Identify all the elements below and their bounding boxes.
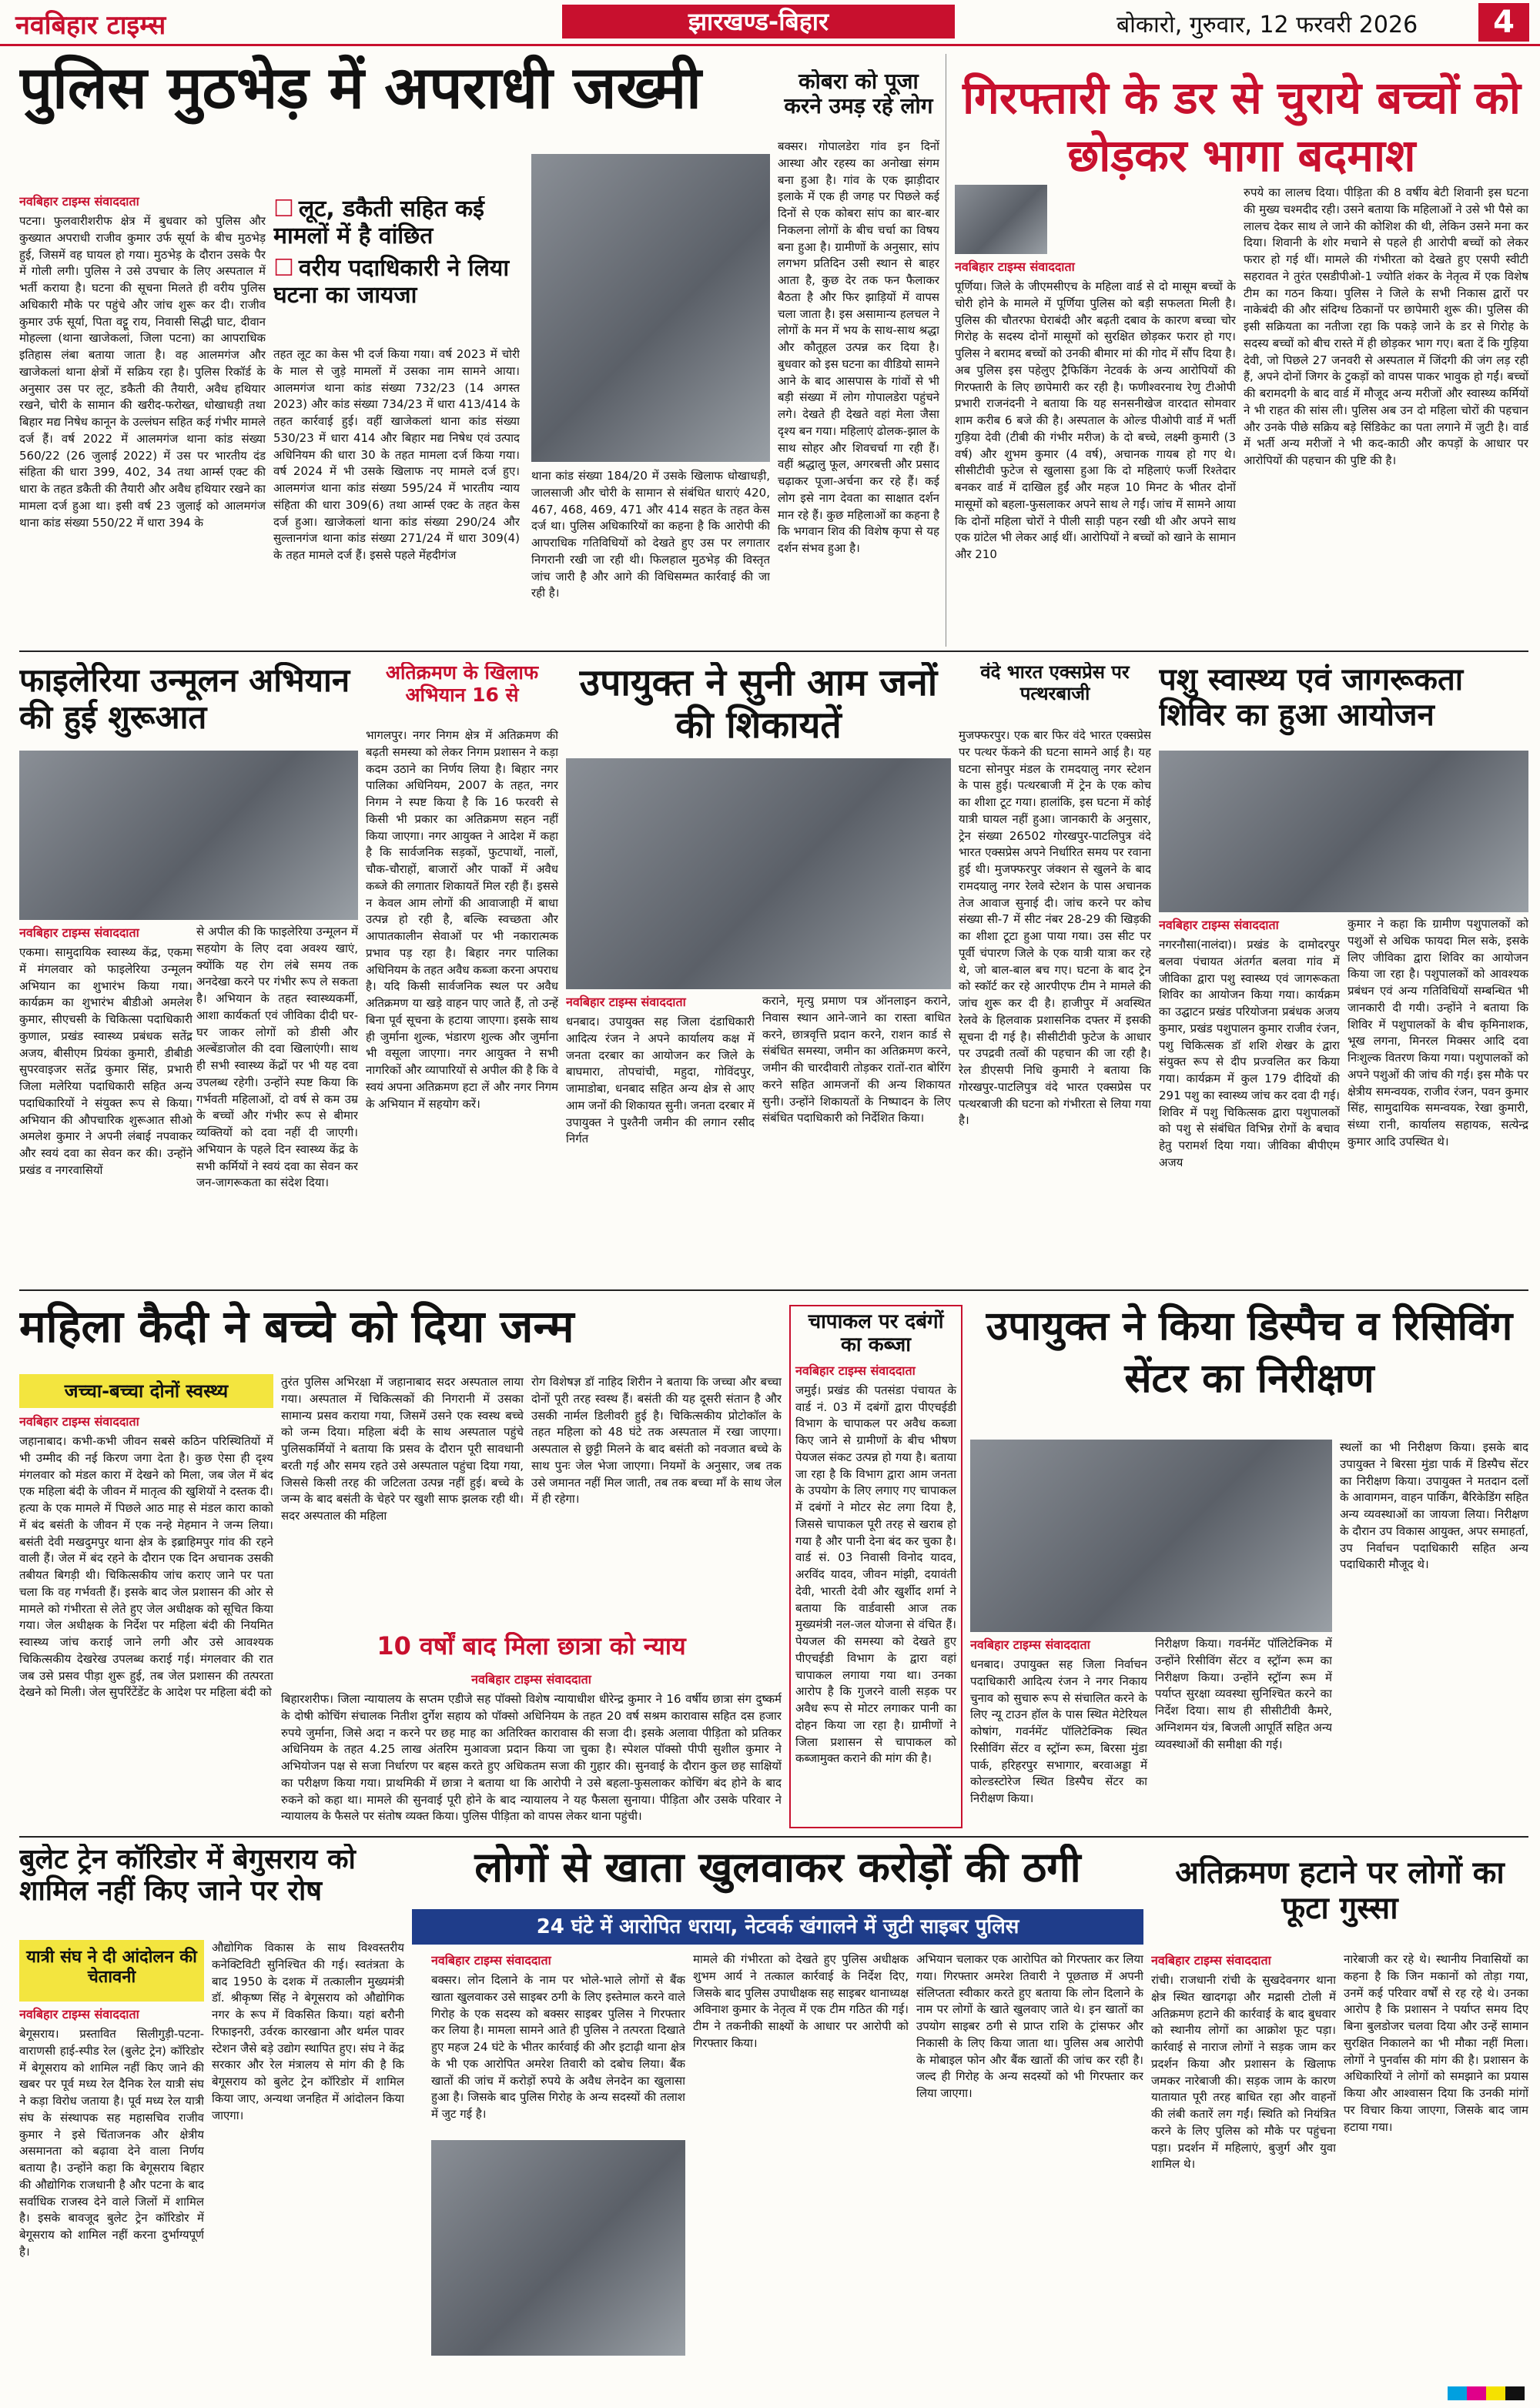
headline: चापाकल पर दबंगों का कब्जा — [808, 1310, 944, 1356]
headline: कोबरा को पूजा करने उमड़ रहे लोग — [784, 69, 933, 119]
headline: उपायुक्त ने सुनी आम जनों की शिकायतें — [579, 662, 938, 747]
article-body: कुमार ने कहा कि ग्रामीण पशुपालकों को पशुओं से अधिक फायदा मिल सके, इसके लिए जीविका द्वारा शिविर का आयोजन किया जा रहा है। पशुपालकों को आवश्यक प्रबंधन एवं अन्य गतिविधियों सम्बन्धित भी जानकारी दी गयी। उन्होंने ने बताया कि शिविर में पशुपालकों के बीच कृमिनाशक, भूख लगना, मिनरल मिक्सर आदि दवा निःशुल्क वितरण किया गया। पशुपालकों को अपने पशुओं की जांच की गई। इस मौके पर क्षेत्रीय समन्वयक, राजीव रंजन, पवन कुमार सिंह, सामुदायिक समन्वयक, रेखा कुमारी, संध्या रानी, कार्यालय सहायक, सत्येन्द्र कुमार आदि उपस्थित थे। — [1348, 917, 1528, 1149]
article-body: रांची। राजधानी रांची के सुखदेवनगर थाना क्षेत्र स्थित खादगढ़ा और मद्रासी टोली में अतिक्रमण हटाने की कार्रवाई के बाद बुधवार को स्थानीय लोगों का आक्रोश फूट पड़ा। कार्रवाई से नाराज लोगों ने सड़क जाम कर प्रदर्शन किया और प्रशासन के खिलाफ जमकर नारेबाजी की। सड़क जाम के कारण यातायात पूरी तरह बाधित रहा और वाहनों की लंबी कतारें लग गईं। स्थिति को नियंत्रित करने के लिए पुलिस को मौके पर पहुंचना पड़ा। प्रदर्शन में महिलाएं, बुजुर्ग और युवा शामिल थे। — [1151, 1973, 1336, 2172]
article-body: से अपील की कि फाइलेरिया उन्मूलन में सहयोग के लिए दवा अवश्य खाएं, क्योंकि यह रोग लंबे समय तक अनदेखा करने पर गंभीर रूप ले सकता है। अभियान के तहत स्वास्थ्यकर्मी, आशा कार्यकर्ता एवं जीविका दीदी घर-घर जाकर लोगों को डीसी और अल्बेंडाजोल की दवा खिलाएंगी। साथ ही सभी स्वास्थ्य केंद्रों पर भी यह दवा उपलब्ध रहेगी। उन्होंने स्पष्ट किया कि गर्भवती महिलाओं, दो वर्ष से कम उम्र के बच्चों और गंभीर रूप से बीमार व्यक्तियों को दवा नहीं दी जाएगी। अभियान के पहले दिन स्वास्थ्य केंद्र के सभी कर्मियों ने स्वयं दवा का सेवन कर जन-जागरूकता का संदेश दिया। — [196, 925, 358, 1190]
article-body: बेगूसराय। प्रस्तावित सिलीगुड़ी-पटना-वाराणसी हाई-स्पीड रेल (बुलेट ट्रेन) कॉरिडोर में बेगूसराय को शामिल नहीं किए जाने की खबर पर पूर्व मध्य रेल दैनिक रेल यात्री संघ ने कड़ा विरोध जताया है। पूर्व मध्य रेल यात्री संघ के संस्थापक सह महासचिव राजीव कुमार ने इसे चिंताजनक और क्षेत्रीय असमानता को बढ़ावा देने वाला निर्णय बताया है। उन्होंने कहा कि बेगूसराय बिहार की औद्योगिक राजधानी है और पटना के बाद सर्वाधिक राजस्व देने वाले जिलों में शामिल है। इसके बावजूद बुलेट ट्रेन कॉरिडोर में बेगूसराय को शामिल नहीं करना दुर्भाग्यपूर्ण है। — [19, 2027, 204, 2259]
headline: अतिक्रमण हटाने पर लोगों का फूटा गुस्सा — [1175, 1855, 1505, 1926]
article-filaria-headline-box — [19, 662, 358, 747]
article-dispatch-col1 — [970, 1636, 1147, 1828]
article-body: औद्योगिक विकास के साथ विश्वस्तरीय कनेक्टिविटी सुनिश्चित की गई। स्वतंत्रता के बाद 1950 के दशक में तत्कालीन मुख्यमंत्री डॉ. श्रीकृष्ण सिंह ने बेगूसराय को औद्योगिक नगर के रूप में विकसित किया। यहां बरौनी रिफाइनरी, उर्वरक कारखाना और थर्मल पावर स्टेशन जैसे बड़े उद्योग स्थापित हुए। संघ ने केंद्र सरकार और रेल मंत्रालय से मांग की है कि बेगूसराय को बुलेट ट्रेन कॉरिडोर में शामिल किया जाए, अन्यथा जनहित में आंदोलन किया जाएगा। — [212, 1941, 404, 2122]
article-encounter-col3 — [531, 468, 770, 645]
article-body: जमुई। प्रखंड की पतसंडा पंचायत के वार्ड नं. 03 में दबंगों द्वारा पीएचईडी विभाग के चापाकल पर अवैध कब्जा किए जाने से ग्रामीणों के बीच भीषण पेयजल संकट उत्पन्न हो गया है। बताया जा रहा है कि विभाग द्वारा आम जनता के उपयोग के लिए लगाए गए चापाकल में दबंगों ने मोटर सेट लगा दिया है, जिससे चापाकल पूरी तरह से खराब हो गया है और पानी देना बंद कर चुका है। वार्ड सं. 03 निवासी विनोद यादव, अरविंद यादव, जीवन मांझी, दयावंती देवी, भारती देवी और खुर्शीद शर्मा ने बताया कि वार्डवासी आज तक मुख्यमंत्री नल-जल योजना से वंचित हैं। पेयजल की समस्या को देखते हुए पीएचईडी विभाग के द्वारा वहां चापाकल लगाया गया था। उनका आरोप है कि गुजरने वाली सड़क पर अवैध रूप से मोटर लगाकर पानी का दोहन किया जा रहा है। ग्रामीणों ने जिला प्रशासन से चापाकल को कब्जामुक्त कराने की मांग की है। — [795, 1383, 956, 1766]
article-filaria-col1 — [19, 924, 192, 1286]
headline: 10 वर्षों बाद मिला छात्रा को न्याय — [377, 1632, 686, 1661]
article-prisoner-col1 — [19, 1413, 273, 1828]
article-body: निरीक्षण किया। गवर्नमेंट पॉलिटेक्निक में उन्होंने रिसीविंग सेंटर व स्ट्रॉन्ग रूम का निरीक्षण किया। उन्होंने स्ट्रॉन्ग रूम में पर्याप्त सुरक्षा व्यवस्था सुनिश्चित करने का निर्देश दिया। साथ ही सीसीटीवी कैमरे, अग्निशमन यंत्र, बिजली आपूर्ति सहित अन्य व्यवस्थाओं की समीक्षा की गई। — [1155, 1637, 1332, 1751]
article-body: नगरनौसा(नालंदा)। प्रखंड के दामोदरपुर बलवा पंचायत अंतर्गत बलवा गांव में जीविका द्वारा पशु स्वास्थ्य एवं जागरूकता शिविर का आयोजन किया गया। कार्यक्रम का उद्घाटन प्रखंड परियोजना प्रबंधक अजय कुमार, प्रखंड पशुपालन कुमार राजीव रंजन, पशु चिकित्सक डॉ शशि शेखर के द्वारा संयुक्त रूप से दीप प्रज्वलित कर किया गया। कार्यक्रम में कुल 179 दीदियों की 291 पशु का स्वास्थ्य जांच कर दवा दी गई। शिविर में पशु चिकित्सक द्वारा पशुपालकों को पशु से संबंधित विभिन्न रोगों के बचाव हेतु परामर्श दिया गया। जीविका बीपीएम अजय — [1159, 938, 1340, 1169]
tag-label: जच्चा-बच्चा दोनों स्वस्थ्य — [19, 1374, 273, 1408]
article-body: बिहारशरीफ। जिला न्यायालय के सप्तम एडीजे सह पॉक्सो विशेष न्यायाधीश धीरेन्द्र कुमार ने 16 वर्षीय छात्रा संग दुष्कर्म के दोषी कोचिंग संचालक नितीश दुर्गेश सहाय को पॉक्सो अधिनियम के तहत 20 वर्ष सश्रम कारावास सहित दस हजार रुपये जुर्माना, जिसे अदा न करने पर छह माह का अतिरिक्त कारावास की सजा दी। इसके अलावा पीड़िता को प्रतिकर अधिनियम के तहत 4.25 लाख अंतरिम मुआवजा प्रदान किया जा चुका है। स्पेशल पॉक्सो पीपी सुशील कुमार ने अभियोजन पक्ष से सजा निर्धारण पर बहस करते हुए अधिकतम सजा की गुहार की। सुनवाई के दौरान कुल छह साक्षियों का परीक्षण किया गया। प्राथमिकी में छात्रा ने बताया था कि आरोपी ने उसे बहला-फुसलाकर कोचिंग बंद होने के बाद रुकने को कहा था। मामले की सुनवाई पूरी होने के बाद न्यायालय ने यह फैसला सुनाया। पीड़िता और उसके परिवार ने न्यायालय के फैसले पर संतोष व्यक्त किया। पुलिस पीड़िता को वापस लेकर थाना पहुंची। — [281, 1692, 782, 1824]
article-fraud-headline-box — [412, 1844, 1143, 1905]
subheading: ☐ लूट, डकैती सहित कई मामलों में है वांछित — [273, 196, 520, 249]
article-body: बक्सर। गोपालडेरा गांव इन दिनों आस्था और रहस्य का अनोखा संगम बना हुआ है। गांव के एक झाड़ीदार इलाके में एक ही जगह पर पिछले कई दिनों से एक कोबरा सांप का बार-बार निकलना लोगों के बीच चर्चा का विषय बना हुआ है। ग्रामीणों के अनुसार, सांप लगभग प्रतिदिन उसी स्थान से बाहर आता है, कुछ देर तक फन फैलाकर बैठता है और फिर झाड़ियों में वापस चला जाता है। इस असामान्य हलचल ने लोगों के मन में भय के साथ-साथ श्रद्धा और कौतूहल उत्पन्न कर दिया है। बुधवार को इस घटना का वीडियो सामने आने के बाद आसपास के गांवों से भी बड़ी संख्या में लोग गोपालडेरा पहुंचने लगे। देखते ही देखते वहां मेला जैसा दृश्य बन गया। महिलाएं ढोलक-झाल के साथ सोहर और शिवचर्चा गा रही हैं। वहीं श्रद्धालु फूल, अगरबत्ती और प्रसाद चढ़ाकर पूजा-अर्चना कर रहे हैं। कई लोग इसे नाग देवता का साक्षात दर्शन मान रहे हैं। कुछ महिलाओं का कहना है कि भगवान शिव की विशेष कृपा से यह दर्शन संभव हुआ है। — [778, 139, 939, 555]
headline: पुलिस मुठभेड़ में अपराधी जख्मी — [19, 54, 701, 122]
article-bullettrain-col2 — [212, 1940, 404, 2360]
article-justice-body — [281, 1671, 782, 1828]
article-bullettrain-col1 — [19, 2005, 204, 2360]
article-body: एकमा। सामुदायिक स्वास्थ्य केंद्र, एकमा में मंगलवार को फाइलेरिया उन्मूलन अभियान का शुभारंभ किया गया। कार्यक्रम का शुभारंभ बीडीओ अमलेश कुमार, सीएचसी के चिकित्सा पदाधिकारी कुणाल, प्रखंड स्वास्थ्य प्रबंधक सतेंद्र अजय, बीसीएम प्रियंका कुमारी, डीबीडी सुपरवाइजर सतेंद्र कुमार सिंह, प्रभारी जिला मलेरिया पदाधिकारी सहित अन्य पदाधिकारियों ने संयुक्त रूप से किया। अभियान की औपचारिक शुरूआत सीओ अमलेश कुमार ने अपनी लंबाई नपवाकर और स्वयं दवा का सेवन कर की। उन्होंने प्रखंड व नगरवासियों — [19, 945, 192, 1177]
newspaper-name: नवबिहार टाइम्स — [15, 10, 166, 41]
article-campaign-headline-box — [366, 662, 558, 724]
row-divider — [19, 1289, 1528, 1291]
article-animal-headline-box — [1159, 662, 1528, 747]
article-body: रोग विशेषज्ञ डॉ नाहिद शिरीन ने बताया कि जच्चा और बच्चा दोनों पूरी तरह स्वस्थ हैं। बसंती की यह दूसरी संतान है और उसकी नार्मल डिलीवरी हुई है। चिकित्सकीय प्रोटोकॉल के तहत महिला को 48 घंटे तक अस्पताल में रखा जाएगा। अस्पताल से छुट्टी मिलने के बाद बसंती को नवजात बच्चे के साथ पुनः जेल भेजा जाएगा। नियमों के अनुसार, जब तक उसे जमानत नहीं मिल जाती, तब तक बच्चा माँ के साथ जेल में ही रहेगा। — [531, 1375, 782, 1507]
article-body: थाना कांड संख्या 184/20 में उसके खिलाफ धोखाधड़ी, जालसाजी और चोरी के सामान से संबंधित धाराएं 420, 467, 468, 469, 471 और 414 सहत के तहत केस दर्ज था। पुलिस अधिकारियों का कहना है कि आरोपी की आपराधिक गतिविधियों को देखते हुए उस पर लगातार निगरानी रखी जा रही थी। फिलहाल मुठभेड़ की विस्तृत जांच जारी है और आगे की विधिसम्मत कार्रवाई की जा रही है। — [531, 469, 770, 600]
byline: नवबिहार टाइम्स संवाददाता — [1151, 1953, 1271, 1968]
filaria-photo — [19, 751, 358, 920]
article-prisoner-col3 — [531, 1374, 782, 1628]
page-number: 4 — [1478, 3, 1529, 42]
article-bullettrain-headline-box — [19, 1844, 404, 1936]
masthead — [0, 0, 1540, 46]
byline: नवबिहार टाइम्स संवाददाता — [431, 1953, 551, 1968]
headline: फाइलेरिया उन्मूलन अभियान की हुई शुरूआत — [19, 662, 350, 737]
article-encounter-col1 — [19, 192, 266, 647]
byline: नवबिहार टाइम्स संवाददाता — [970, 1637, 1090, 1652]
subheading-banner: 24 घंटे में आरोपित धराया, नेटवर्क खंगालने में जुटी साइबर पुलिस — [412, 1909, 1143, 1945]
article-body: अभियान चलाकर एक आरोपित को गिरफ्तार कर लिया गया। गिरफ्तार अमरेश तिवारी ने पूछताछ में अपनी संलिप्तता स्वीकार करते हुए बताया कि लोन दिलाने के नाम पर लोगों के खाते खुलवाए जाते थे। इन खातों का उपयोग साइबर ठगी से प्राप्त राशि के ट्रांसफर और निकासी के लिए किया जाता था। पुलिस अब आरोपी के मोबाइल फोन और बैंक खातों की जांच कर रही है। जल्द ही गिरोह के अन्य सदस्यों को भी गिरफ्तार कर लिया जाएगा। — [916, 1952, 1143, 2100]
article-encounter-headline-box — [19, 54, 770, 169]
headline: बुलेट ट्रेन कॉरिडोर में बेगुसराय को शामिल नहीं किए जाने पर रोष — [19, 1844, 356, 1908]
headline: गिरफ्तारी के डर से चुराये बच्चों को छोड़कर भागा बदमाश — [962, 72, 1521, 182]
article-vandebharat-headline-box — [959, 662, 1151, 724]
article-fraud-col3 — [916, 1951, 1143, 2356]
handcuffs-photo — [431, 2140, 685, 2356]
article-body: पटना। फुलवारीशरीफ क्षेत्र में बुधवार को पुलिस और कुख्यात अपराधी राजीव कुमार उर्फ सूर्या के बीच मुठभेड़ हुई, जिसमें वह घायल हो गया। मुठभेड़ के दौरान उसके पैर में गोली लगी। पुलिस ने उसे उपचार के लिए अस्पताल में भर्ती कराया है। घटना की सूचना मिलते ही वरीय पुलिस अधिकारी मौके पर पहुंचे और जांच शुरू कर दी। राजीव कुमार उर्फ सूर्या, पिता वट्टू राय, निवासी सिद्धी घाट, दीवान मोहल्ला (थाना खाजेकलां, जिला पटना) का आपराधिक इतिहास लंबा बताया जाता है। वह आलमगंज और खाजेकलां थाना क्षेत्रों में सक्रिय रहा है। पुलिस रिकॉर्ड के अनुसार उस पर लूट, डकैती की तैयारी, अवैध हथियार रखने, चोरी के सामान की खरीद-फरोख्त, धोखाधड़ी तथा बिहार मद्य निषेध कानून के उल्लंघन सहित कई गंभीर मामले दर्ज हैं। वर्ष 2022 में आलमगंज थाना कांड संख्या 560/22 (26 जुलाई 2022) में उस पर भारतीय दंड संहिता की धारा 399, 402, 34 तथा आर्म्स एक्ट की धारा के तहत डकैती की तैयारी और अवैध हथियार रखने का मामला दर्ज हुआ था। इसी वर्ष 23 जुलाई को आलमगंज थाना कांड संख्या 550/22 में धारा 394 के — [19, 214, 266, 530]
article-grievance-col1 — [566, 993, 755, 1286]
article-children-col2 — [1244, 185, 1528, 647]
section-title: झारखण्ड-बिहार — [562, 5, 955, 38]
byline: नवबिहार टाइम्स संवाददाता — [1159, 918, 1279, 932]
article-prisoner-headline-box — [19, 1301, 782, 1363]
article-filaria-col2 — [196, 924, 358, 1286]
dispatch-photo — [970, 1440, 1332, 1632]
article-body: धनबाद। उपायुक्त सह जिला दंडाधिकारी आदित्य रंजन ने अपने कार्यालय कक्ष में जनता दरबार का आयोजन कर जिले के बाघमारा, तोपचांची, महुदा, गोविंदपुर, जामाडोबा, धनबाद सहित अन्य क्षेत्र से आए आम जनों की शिकायत सुनी। जनता दरबार में उपायुक्त ने पुश्तैनी जमीन की लगान रसीद निर्गत — [566, 1015, 755, 1146]
article-body: मुजफ्फरपुर। एक बार फिर वंदे भारत एक्सप्रेस पर पत्थर फेंकने की घटना सामने आई है। यह घटना सोनपुर मंडल के रामदयालु नगर स्टेशन के पास हुई। पत्थरबाजी में ट्रेन के एक कोच का शीशा टूट गया। हालांकि, इस घटना में कोई यात्री घायल नहीं हुआ। जानकारी के अनुसार, ट्रेन संख्या 26502 गोरखपुर-पाटलिपुत्र वंदे भारत एक्सप्रेस अपने निर्धारित समय पर रवाना हुई थी। मुजफ्फरपुर जंक्शन से खुलने के बाद रामदयालु नगर रेलवे स्टेशन के पास अचानक तेज आवाज सुनाई दी। जांच करने पर कोच संख्या सी-7 में सीट नंबर 28-29 की खिड़की का शीशा टूटा हुआ पाया गया। उस सीट पर पूर्वी चंपारण जिले के एक यात्री यात्रा कर रहे थे, जो बाल-बाल बच गए। घटना के बाद ट्रेन को स्कॉर्ट कर रहे आरपीएफ टीम ने मामले की जांच शुरू कर दी है। हाजीपुर में अवस्थित रेलवे के हिलवाक प्रशासनिक दफ्तर में इसकी सूचना दी गई है। सीसीटीवी फुटेज के आधार पर उपद्रवी तत्वों की पहचान की जा रही है। रेल डीएसपी निधि कुमारी ने बताया कि गोरखपुर-पाटलिपुत्र वंदे भारत एक्सप्रेस पर पत्थरबाजी की घटना को गंभीरता से लिया गया है। — [959, 728, 1151, 1128]
article-body: बक्सर। लोन दिलाने के नाम पर भोले-भाले लोगों से बैंक खाता खुलवाकर उसे साइबर ठगी के लिए इस्तेमाल करने वाले गिरोह के एक सदस्य को बक्सर साइबर पुलिस ने गिरफ्तार कर लिया है। मामला सामने आते ही पुलिस ने तत्परता दिखाते हुए महज 24 घंटे के भीतर कार्रवाई की और इटाढ़ी थाना क्षेत्र के भी एक आरोपित अमरेश तिवारी को दबोच लिया। बैंक खातों की जांच में करोड़ों रुपये के अवैध लेनदेन का खुलासा हुआ है। जिसके बाद पुलिस गिरोह के अन्य सदस्यों की तलाश में जुट गई है। — [431, 1973, 685, 2122]
article-body: पूर्णिया। जिले के जीएमसीएच के महिला वार्ड से दो मासूम बच्चों के चोरी होने के मामले में पूर्णिया पुलिस को बड़ी सफलता मिली है। पुलिस की चौतरफा घेराबंदी और बढ़ती दबाव के कारण बच्चा चोर गिरोह के सदस्य दोनों मासूमों को सुरक्षित छोड़कर फरार हो गए। पुलिस ने बरामद बच्चों को उनकी बीमार मां की गोद में सौंप दिया है। अब पुलिस इस पहेलुए ट्रैफिकिंग नेटवर्क के अन्य आरोपियों की गिरफ्तारी के लिए छापेमारी कर रही है। फणीश्वरनाथ रेणु टीओपी प्रभारी राजनंदनी ने बताया कि यह सनसनीखेज वारदात सोमवार शाम करीब 6 बजे की है। अस्पताल के ओल्ड पीओपी वार्ड में भर्ती गुड़िया देवी (टीबी की गंभीर मरीज) के दो बच्चे, लक्ष्मी कुमारी (3 वर्ष) और शुभम कुमार (4 वर्ष), अचानक गायब हो गए थे। सीसीटीवी फुटेज से खुलासा हुआ कि दो महिलाएं फर्जी रिश्तेदार बनकर वार्ड में दाखिल हुईं और महज 10 मिनट के भीतर दोनों मासूमों को बहला-फुसलाकर अपने साथ ले गईं। जांच में सामने आया कि दोनों महिला चोरों ने पीली साड़ी पहन रखी थी और अपने साथ एक ग्रांटेल भी लेकर आई थीं। आरोपियों ने बच्चों को खाने के सामान और 210 — [955, 279, 1236, 562]
byline: नवबिहार टाइम्स संवाददाता — [19, 1414, 139, 1429]
article-dispatch-col3 — [1340, 1440, 1528, 1828]
issue-date: बोकारो, गुरुवार, 12 फरवरी 2026 — [1116, 12, 1418, 38]
article-anger-headline-box — [1151, 1855, 1528, 1948]
headline: वंदे भारत एक्सप्रेस पर पत्थरबाजी — [980, 662, 1130, 704]
encounter-photo — [531, 154, 770, 462]
article-body: भागलपुर। नगर निगम क्षेत्र में अतिक्रमण की बढ़ती समस्या को लेकर निगम प्रशासन ने कड़ा कदम उठाने का निर्णय लिया है। बिहार नगर पालिका अधिनियम, 2007 के तहत, नगर निगम ने स्पष्ट किया है कि 16 फरवरी से किसी भी प्रकार का अतिक्रमण सहन नहीं किया जाएगा। नगर आयुक्त ने आदेश में कहा है कि सार्वजनिक सड़कों, फुटपाथों, नालों, चौक-चौराहों, बाजारों और पार्कों में अवैध कब्जे की लगातार शिकायतें मिल रही हैं। इससे न केवल आम लोगों की आवाजाही में बाधा उत्पन्न हो रही है, बल्कि स्वच्छता और आपातकालीन सेवाओं पर भी नकारात्मक प्रभाव पड़ रहा है। बिहार नगर पालिका अधिनियम के तहत अवैध कब्जा करना अपराध है। यदि किसी सार्वजनिक स्थल पर अवैध अतिक्रमण या खड़े वाहन पाए जाते हैं, तो उन्हें बिना पूर्व सूचना के हटाया जाएगा। इसके साथ ही जुर्माना शुल्क, भंडारण शुल्क और जुर्माना भी वसूला जाएगा। नगर आयुक्त ने सभी नागरिकों और व्यापारियों से अपील की है कि वे स्वयं अपना अतिक्रमण हटा लें और नगर निगम के अभियान में सहयोग करें। — [366, 728, 558, 1111]
article-body: कराने, मृत्यु प्रमाण पत्र ऑनलाइन कराने, निवास स्थान आने-जाने का रास्ता बाधित करने, छात्रवृत्ति प्रदान करने, राशन कार्ड से संबंधित समस्या, जमीन का अतिक्रमण करने, जमीन की चारदीवारी तोड़कर रातों-रात बोरिंग करने सहित आमजनों की अन्य शिकायत सुनी। उन्होंने शिकायतों के निष्पादन के लिए संबंधित पदाधिकारी को निर्देशित किया। — [762, 994, 951, 1125]
article-encounter-col2 — [273, 346, 520, 647]
article-body: तहत लूट का केस भी दर्ज किया गया। वर्ष 2023 में चोरी के माल से जुड़े मामलों में उसका नाम सामने आया। आलमगंज थाना कांड संख्या 732/23 (14 अगस्त 2023) और कांड संख्या 734/23 में धारा 413/414 के तहत कार्रवाई हुई। वहीं खाजेकलां थाना कांड संख्या 530/23 में धारा 414 और बिहार मद्य निषेध एवं उत्पाद अधिनियम की धारा 30 के तहत मामला दर्ज किया गया। वर्ष 2024 में भी उसके खिलाफ नए मामले दर्ज हुए। आलमगंज थाना कांड संख्या 595/24 में भारतीय न्याय संहिता की धारा 309(6) तथा आर्म्स एक्ट के तहत केस दर्ज हुआ। खाजेकलां थाना कांड संख्या 290/24 और सुल्तानगंज थाना कांड संख्या 271/24 में धारा 309(4) के तहत मामले दर्ज हैं। इससे पहले मेंहदीगंज — [273, 347, 520, 562]
article-fraud-col1 — [431, 1951, 685, 2136]
article-handpump-box — [789, 1305, 962, 1828]
row-divider — [19, 650, 1528, 652]
article-animal-col1 — [1159, 916, 1340, 1286]
tag-label: यात्री संघ ने दी आंदोलन की चेतावनी — [19, 1940, 204, 2002]
article-campaign-body — [366, 727, 558, 1286]
headline: अतिक्रमण के खिलाफ अभियान 16 से — [385, 662, 539, 706]
article-cobra-headline-box — [778, 69, 939, 139]
article-grievance-col2 — [762, 993, 951, 1286]
article-body: जहानाबाद। कभी-कभी जीवन सबसे कठिन परिस्थितियों में भी उम्मीद की नई किरण जगा देता है। कुछ ऐसा ही दृश्य मंगलवार को मंडल कारा में देखने को मिला, जब जेल में बंद एक महिला बंदी के जीवन में मातृत्व की खुशियों ने दस्तक दी। हत्या के एक मामले में पिछले आठ माह से मंडल कारा काको में बंद बसंती के जीवन में एक नन्हे मेहमान ने जन्म लिया। बसंती देवी मखदुमपुर थाना क्षेत्र के इब्राहिमपुर गांव की रहने वाली हैं। जेल में बंद रहने के दौरान एक दिन अचानक उसकी तबीयत बिगड़ी थी। चिकित्सकीय जांच कराए जाने पर पता चला कि वह गर्भवती हैं। इसके बाद जेल प्रशासन की ओर से मामले को गंभीरता से लेते हुए जेल अधीक्षक को सूचित किया गया। जेल अधीक्षक के निर्देश पर महिला बंदी की नियमित स्वास्थ्य जांच कराई जाने लगी और उसे आवश्यक चिकित्सकीय देखरेख उपलब्ध कराई गई। मंगलवार की रात जब उसे प्रसव पीड़ा शुरू हुई, तब जेल प्रशासन की तत्परता देखने को मिली। जेल सुपरिंटेंडेंट के आदेश पर महिला बंदी को — [19, 1434, 273, 1700]
animal-camp-photo — [1159, 751, 1528, 912]
registration-marks — [1448, 2386, 1525, 2400]
byline: नवबिहार टाइम्स संवाददाता — [795, 1363, 916, 1378]
article-prisoner-col2 — [281, 1374, 524, 1628]
article-anger-col1 — [1151, 1951, 1336, 2356]
article-animal-col2 — [1348, 916, 1528, 1286]
article-body: स्थलों का भी निरीक्षण किया। इसके बाद उपायुक्त ने बिरसा मुंडा पार्क में डिस्पैच सेंटर का निरीक्षण किया। उपायुक्त ने मतदान दलों के आवागमन, वाहन पार्किंग, बैरिकेडिंग सहित अन्य व्यवस्थाओं का जायजा लिया। निरीक्षण के दौरान उप विकास आयुक्त, अपर समाहर्ता, उप निर्वाचन पदाधिकारी सहित अन्य पदाधिकारी मौजूद थे। — [1340, 1440, 1528, 1572]
article-children-col1 — [955, 258, 1236, 647]
row-divider — [19, 1836, 1528, 1838]
subheading: ☐ वरीय पदाधिकारी ने लिया घटना का जायजा — [273, 256, 520, 309]
article-anger-col2 — [1344, 1951, 1528, 2356]
grievance-photo — [566, 758, 951, 989]
byline: नवबिहार टाइम्स संवाददाता — [955, 259, 1075, 274]
article-body: धनबाद। उपायुक्त सह जिला निर्वाचन पदाधिकारी आदित्य रंजन ने नगर निकाय चुनाव को सुचारु रूप से संचालित करने के लिए न्यू टाउन हॉल के पास स्थित मेटेरियल कोषांग, गवर्नमेंट पॉलिटेक्निक स्थित रिसीविंग सेंटर व स्ट्रॉन्ग रूम, बिरसा मुंडा पार्क, हरिहरपुर सभागार, बरवाअड्डा में कोल्डस्टोरेज स्थित डिस्पैच सेंटर का निरीक्षण किया। — [970, 1657, 1147, 1806]
article-dispatch-col2 — [1155, 1636, 1332, 1828]
headline: महिला कैदी ने बच्चे को दिया जन्म — [19, 1301, 574, 1353]
headline: लोगों से खाता खुलवाकर करोड़ों की ठगी — [474, 1844, 1081, 1891]
byline: नवबिहार टाइम्स संवाददाता — [471, 1672, 591, 1687]
article-vandebharat-body — [959, 727, 1151, 1286]
article-grievance-headline-box — [566, 662, 951, 754]
byline: नवबिहार टाइम्स संवाददाता — [19, 925, 139, 940]
children-photo — [955, 185, 1047, 254]
headline: पशु स्वास्थ्य एवं जागरूकता शिविर का हुआ आयोजन — [1159, 662, 1464, 733]
article-cobra-body — [778, 139, 939, 647]
article-dispatch-headline-box — [970, 1301, 1528, 1455]
byline: नवबिहार टाइम्स संवाददाता — [19, 194, 139, 209]
byline: नवबिहार टाइम्स संवाददाता — [19, 2007, 139, 2022]
article-fraud-col2 — [693, 1951, 909, 2356]
headline: उपायुक्त ने किया डिस्पैच व रिसिविंग सेंटर का निरीक्षण — [986, 1303, 1513, 1402]
article-body: तुरंत पुलिस अभिरक्षा में जहानाबाद सदर अस्पताल लाया गया। अस्पताल में चिकित्सकों की निगरानी में उसका सामान्य प्रसव कराया गया, जिसमें उसने एक स्वस्थ बच्चे को जन्म दिया। महिला बंदी के साथ अस्पताल पहुंचे पुलिसकर्मियों ने बताया कि प्रसव के दौरान पूरी सावधानी बरती गई और समय रहते उसे अस्पताल पहुंचा दिया गया, जिससे किसी तरह की जटिलता उत्पन्न नहीं हुई। बच्चे के जन्म के बाद बसंती के चेहरे पर खुशी साफ झलक रही थी। सदर अस्पताल की महिला — [281, 1375, 524, 1523]
article-body: रुपये का लालच दिया। पीड़िता की 8 वर्षीय बेटी शिवानी इस घटना की मुख्य चश्मदीद रही। उसने बताया कि महिलाओं ने उसे भी पैसे का लालच देकर साथ ले जाने की कोशिश की थी, लेकिन उसने मना कर दिया। शिवानी के शोर मचाने से पहले ही आरोपी बच्चों को लेकर फरार हो गई थीं। मामले की गंभीरता को देखते हुए एसपी स्वीटी सहरावत ने तुरंत एसडीपीओ-1 ज्योति शंकर के नेतृत्व में एक विशेष टीम का गठन किया। पुलिस ने जिले के सभी निकास द्वारों पर नाकेबंदी की और संदिग्ध ठिकानों पर छापेमारी शुरू की। पुलिस की इसी सक्रियता का नतीजा रहा कि पकड़े जाने के डर से गिरोह के सदस्य बच्चों को बीच रास्ते में ही छोड़कर भाग गए। बता दें कि गुड़िया देवी, जो पिछले 27 जनवरी से अस्पताल में जिंदगी की जंग लड़ रही हैं, अपने दोनों जिगर के टुकड़ों को वापस पाकर भावुक हो गईं। बच्चों की बरामदगी के बाद वार्ड में मौजूद अन्य मरीजों और स्वास्थ्य कर्मियों ने भी राहत की सांस ली। पुलिस अब उन दो महिला चोरों की पहचान और उनके पीछे सक्रिय बड़े सिंडिकेट का पता लगाने में जुटी है। वार्ड में भर्ती अन्य मरीजों ने भी कद-काठी और कपड़ों के आधार पर आरोपियों की पहचान की पुष्टि की है। — [1244, 186, 1528, 467]
article-body: नारेबाजी कर रहे थे। स्थानीय निवासियों का कहना है कि जिन मकानों को तोड़ा गया, उनमें कई परिवार वर्षों से रह रहे थे। उनका आरोप है कि प्रशासन ने पर्याप्त समय दिए बिना बुलडोजर चलवा दिया और उन्हें सामान सुरक्षित निकालने का भी मौका नहीं मिला। लोगों ने पुनर्वास की मांग की है। प्रशासन के अधिकारियों ने लोगों को समझाने का प्रयास किया और आश्वासन दिया कि उनकी मांगों पर विचार किया जाएगा, जिसके बाद जाम हटाया गया। — [1344, 1952, 1528, 2134]
article-body: मामले की गंभीरता को देखते हुए पुलिस अधीक्षक शुभम आर्य ने तत्काल कार्रवाई के निर्देश दिए, जिसके बाद पुलिस उपाधीक्षक सह साइबर थानाध्यक्ष अविनाश कुमार के नेतृत्व में एक टीम गठित की गई। टीम ने तकनीकी साक्ष्यों के आधार पर आरोपी को गिरफ्तार किया। — [693, 1952, 909, 2050]
byline: नवबिहार टाइम्स संवाददाता — [566, 995, 686, 1009]
